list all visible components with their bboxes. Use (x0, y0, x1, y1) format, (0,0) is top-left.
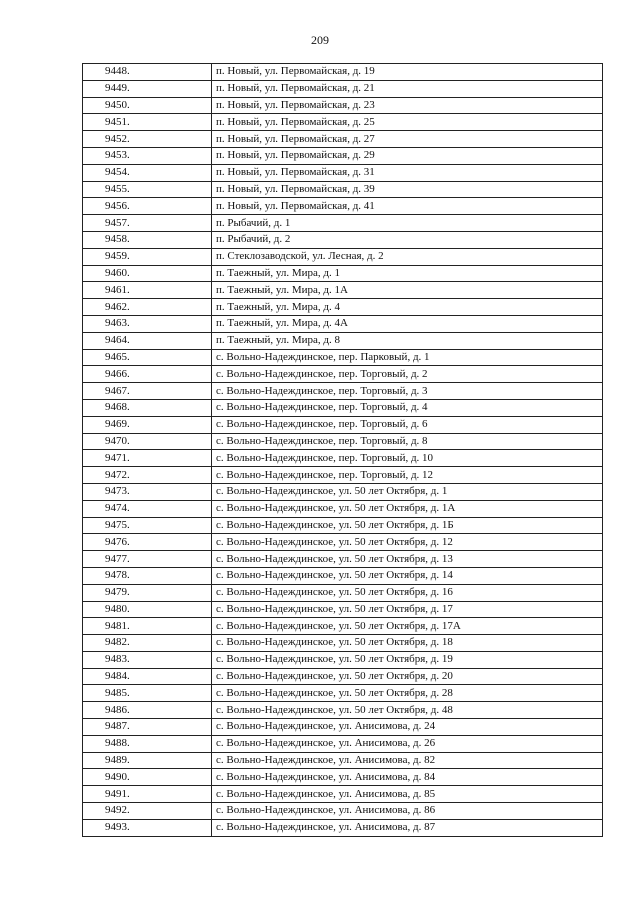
row-number: 9453. (83, 147, 212, 164)
row-address: п. Таежный, ул. Мира, д. 1 (212, 265, 603, 282)
row-address: п. Таежный, ул. Мира, д. 8 (212, 332, 603, 349)
row-address: с. Вольно-Надеждинское, пер. Торговый, д. 3 (212, 383, 603, 400)
row-number: 9448. (83, 64, 212, 81)
row-number: 9469. (83, 416, 212, 433)
row-number: 9450. (83, 97, 212, 114)
row-number: 9477. (83, 551, 212, 568)
row-number: 9467. (83, 383, 212, 400)
row-address: с. Вольно-Надеждинское, ул. 50 лет Октября, д. 16 (212, 584, 603, 601)
address-table (82, 63, 603, 837)
row-number: 9463. (83, 315, 212, 332)
row-number: 9476. (83, 534, 212, 551)
row-address: с. Вольно-Надеждинское, ул. Анисимова, д. 87 (212, 819, 603, 836)
table-row (83, 198, 603, 215)
row-number: 9458. (83, 231, 212, 248)
row-number: 9492. (83, 803, 212, 820)
row-number: 9459. (83, 248, 212, 265)
table-row (83, 164, 603, 181)
table-row (83, 651, 603, 668)
row-number: 9466. (83, 366, 212, 383)
table-row (83, 231, 603, 248)
table-row (83, 248, 603, 265)
table-row (83, 601, 603, 618)
row-number: 9485. (83, 685, 212, 702)
table-row (83, 383, 603, 400)
row-number: 9475. (83, 517, 212, 534)
table-row (83, 282, 603, 299)
table-row (83, 131, 603, 148)
row-address: с. Вольно-Надеждинское, ул. 50 лет Октября, д. 48 (212, 702, 603, 719)
row-address: с. Вольно-Надеждинское, ул. Анисимова, д. 84 (212, 769, 603, 786)
row-address: с. Вольно-Надеждинское, пер. Торговый, д. 8 (212, 433, 603, 450)
row-address: с. Вольно-Надеждинское, ул. 50 лет Октября, д. 20 (212, 668, 603, 685)
row-address: с. Вольно-Надеждинское, ул. 50 лет Октября, д. 28 (212, 685, 603, 702)
row-number: 9482. (83, 635, 212, 652)
table-row (83, 618, 603, 635)
row-address: с. Вольно-Надеждинское, ул. 50 лет Октября, д. 1 (212, 483, 603, 500)
row-number: 9462. (83, 299, 212, 316)
table-row (83, 64, 603, 81)
table-row (83, 299, 603, 316)
row-address: с. Вольно-Надеждинское, ул. 50 лет Октября, д. 14 (212, 567, 603, 584)
row-address: п. Таежный, ул. Мира, д. 1А (212, 282, 603, 299)
row-address: с. Вольно-Надеждинское, ул. Анисимова, д. 82 (212, 752, 603, 769)
row-number: 9481. (83, 618, 212, 635)
table-row (83, 735, 603, 752)
row-address: п. Новый, ул. Первомайская, д. 41 (212, 198, 603, 215)
row-address: с. Вольно-Надеждинское, пер. Торговый, д. 4 (212, 399, 603, 416)
row-address: с. Вольно-Надеждинское, ул. 50 лет Октября, д. 1Б (212, 517, 603, 534)
row-number: 9473. (83, 483, 212, 500)
row-number: 9468. (83, 399, 212, 416)
table-row (83, 635, 603, 652)
row-number: 9489. (83, 752, 212, 769)
row-address: п. Новый, ул. Первомайская, д. 27 (212, 131, 603, 148)
row-address: п. Таежный, ул. Мира, д. 4А (212, 315, 603, 332)
table-row (83, 500, 603, 517)
row-number: 9471. (83, 450, 212, 467)
table-row (83, 416, 603, 433)
table-row (83, 551, 603, 568)
table-row (83, 517, 603, 534)
row-address: с. Вольно-Надеждинское, ул. 50 лет Октября, д. 12 (212, 534, 603, 551)
table-row (83, 80, 603, 97)
row-address: п. Стеклозаводской, ул. Лесная, д. 2 (212, 248, 603, 265)
row-address: с. Вольно-Надеждинское, ул. Анисимова, д. 26 (212, 735, 603, 752)
table-row (83, 97, 603, 114)
row-address: с. Вольно-Надеждинское, ул. 50 лет Октября, д. 17 (212, 601, 603, 618)
row-number: 9484. (83, 668, 212, 685)
row-number: 9491. (83, 786, 212, 803)
row-number: 9464. (83, 332, 212, 349)
table-row (83, 668, 603, 685)
row-address: п. Новый, ул. Первомайская, д. 29 (212, 147, 603, 164)
row-number: 9487. (83, 719, 212, 736)
row-address: с. Вольно-Надеждинское, ул. Анисимова, д. 85 (212, 786, 603, 803)
row-address: с. Вольно-Надеждинское, пер. Торговый, д. 10 (212, 450, 603, 467)
row-address: с. Вольно-Надеждинское, ул. 50 лет Октября, д. 19 (212, 651, 603, 668)
row-address: п. Новый, ул. Первомайская, д. 23 (212, 97, 603, 114)
row-address: с. Вольно-Надеждинское, пер. Торговый, д. 6 (212, 416, 603, 433)
row-number: 9490. (83, 769, 212, 786)
table-row (83, 332, 603, 349)
row-number: 9452. (83, 131, 212, 148)
table-row (83, 147, 603, 164)
page-number: 209 (311, 33, 329, 47)
row-number: 9465. (83, 349, 212, 366)
row-address: п. Рыбачий, д. 1 (212, 215, 603, 232)
row-number: 9457. (83, 215, 212, 232)
row-address: с. Вольно-Надеждинское, ул. 50 лет Октября, д. 18 (212, 635, 603, 652)
table-row (83, 366, 603, 383)
table-row (83, 803, 603, 820)
row-address: с. Вольно-Надеждинское, ул. 50 лет Октября, д. 1А (212, 500, 603, 517)
table-row (83, 819, 603, 836)
table-row (83, 685, 603, 702)
row-address: п. Таежный, ул. Мира, д. 4 (212, 299, 603, 316)
row-number: 9486. (83, 702, 212, 719)
row-number: 9461. (83, 282, 212, 299)
table-row (83, 567, 603, 584)
row-address: с. Вольно-Надеждинское, ул. Анисимова, д. 86 (212, 803, 603, 820)
table-row (83, 433, 603, 450)
row-number: 9454. (83, 164, 212, 181)
row-number: 9451. (83, 114, 212, 131)
table-row (83, 181, 603, 198)
row-number: 9455. (83, 181, 212, 198)
row-number: 9488. (83, 735, 212, 752)
row-number: 9478. (83, 567, 212, 584)
table-row (83, 467, 603, 484)
table-row (83, 752, 603, 769)
table-row (83, 719, 603, 736)
row-address: п. Новый, ул. Первомайская, д. 39 (212, 181, 603, 198)
row-number: 9470. (83, 433, 212, 450)
row-number: 9474. (83, 500, 212, 517)
table-row (83, 702, 603, 719)
row-number: 9483. (83, 651, 212, 668)
row-address: п. Новый, ул. Первомайская, д. 25 (212, 114, 603, 131)
row-number: 9493. (83, 819, 212, 836)
table-row (83, 399, 603, 416)
row-number: 9456. (83, 198, 212, 215)
table-row (83, 315, 603, 332)
row-address: с. Вольно-Надеждинское, пер. Торговый, д. 2 (212, 366, 603, 383)
row-address: п. Новый, ул. Первомайская, д. 31 (212, 164, 603, 181)
row-number: 9479. (83, 584, 212, 601)
table-row (83, 786, 603, 803)
row-address: с. Вольно-Надеждинское, пер. Торговый, д. 12 (212, 467, 603, 484)
row-address: с. Вольно-Надеждинское, пер. Парковый, д. 1 (212, 349, 603, 366)
table-row (83, 769, 603, 786)
row-number: 9480. (83, 601, 212, 618)
table-row (83, 534, 603, 551)
row-address: с. Вольно-Надеждинское, ул. 50 лет Октября, д. 17А (212, 618, 603, 635)
table-row (83, 215, 603, 232)
row-address: п. Новый, ул. Первомайская, д. 21 (212, 80, 603, 97)
row-address: п. Рыбачий, д. 2 (212, 231, 603, 248)
table-row (83, 483, 603, 500)
address-table-body (83, 64, 603, 837)
table-row (83, 584, 603, 601)
row-address: с. Вольно-Надеждинское, ул. Анисимова, д. 24 (212, 719, 603, 736)
row-address: п. Новый, ул. Первомайская, д. 19 (212, 64, 603, 81)
row-number: 9460. (83, 265, 212, 282)
table-row (83, 450, 603, 467)
table-row (83, 265, 603, 282)
row-number: 9472. (83, 467, 212, 484)
row-number: 9449. (83, 80, 212, 97)
table-row (83, 114, 603, 131)
row-address: с. Вольно-Надеждинское, ул. 50 лет Октября, д. 13 (212, 551, 603, 568)
table-row (83, 349, 603, 366)
